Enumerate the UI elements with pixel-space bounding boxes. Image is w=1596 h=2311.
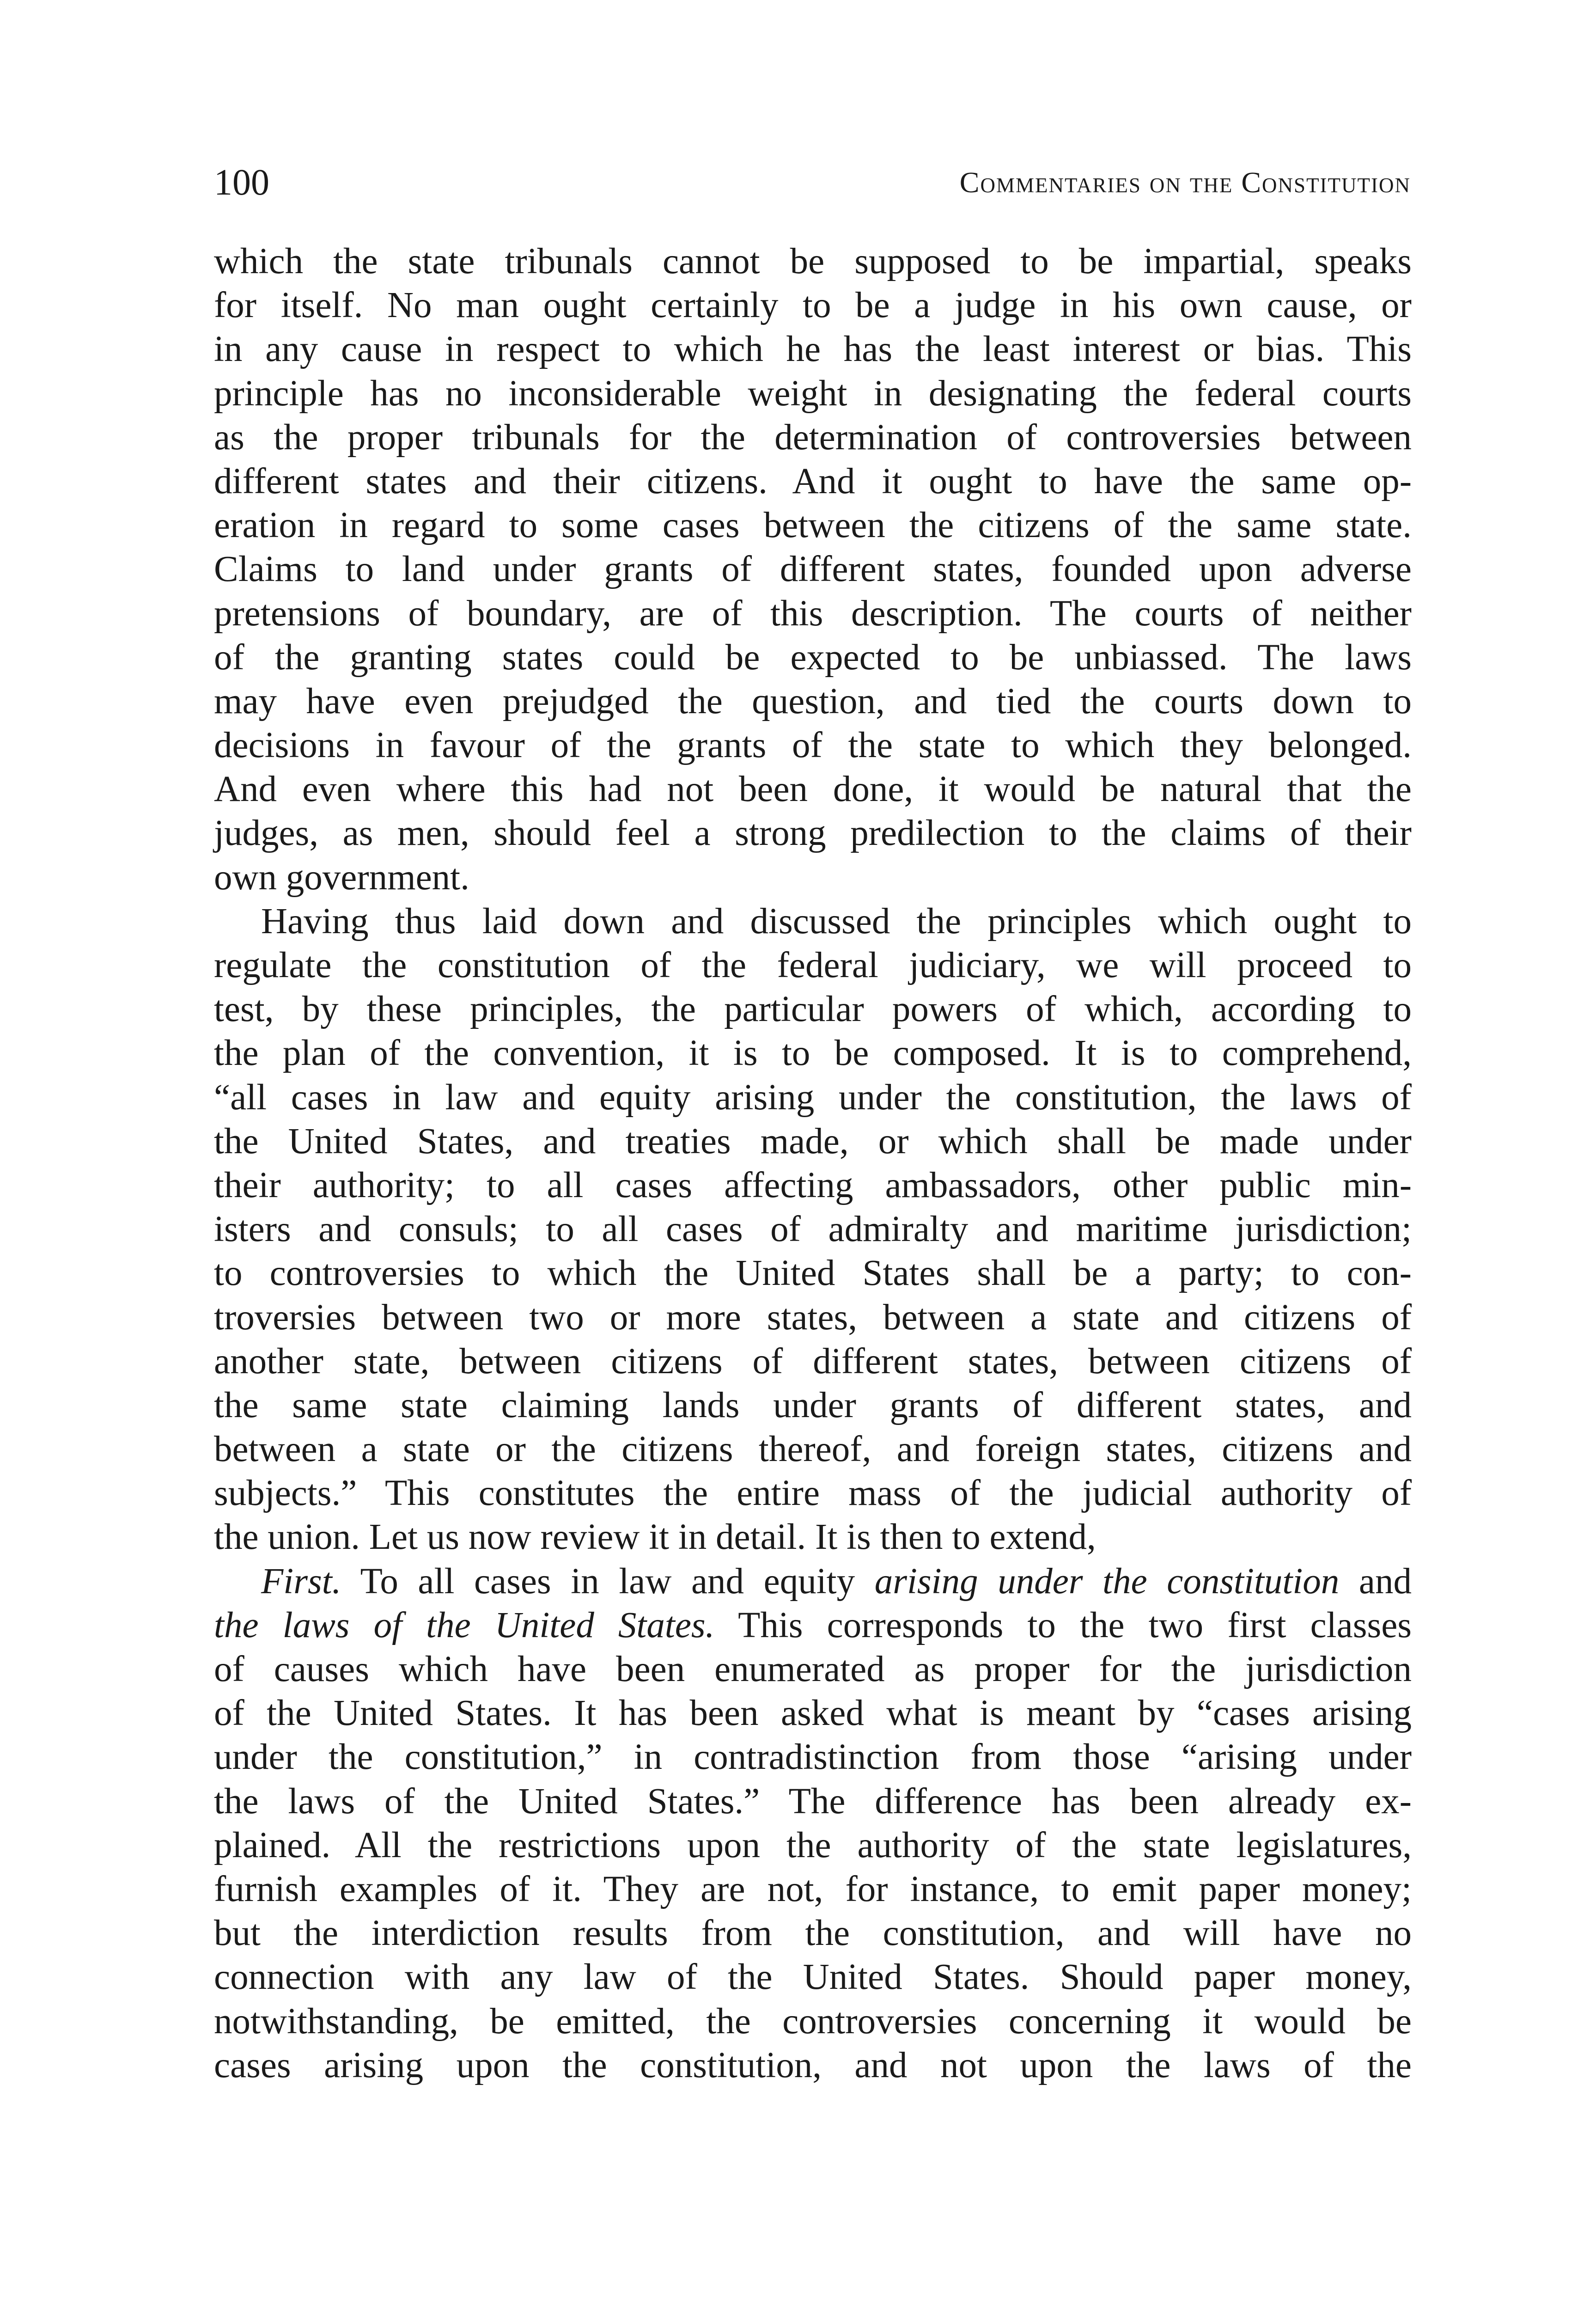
text-line: And even where this had not been done, it would be natural that the (214, 769, 1412, 810)
text-line: in any cause in respect to which he has the least interest or bias. This (214, 329, 1412, 370)
text-line: of the granting states could be expected to be unbiassed. The laws (214, 637, 1412, 678)
text-line: plained. All the restrictions upon the authority of the state legislatures, (214, 1825, 1412, 1865)
text-line: which the state tribunals cannot be supposed to be impartial, speaks (214, 241, 1412, 281)
text-line: but the interdiction results from the constitution, and will have no (214, 1913, 1412, 1954)
text-line: Claims to land under grants of different states, founded upon adverse (214, 549, 1412, 590)
italic-run: the laws of the United States. (214, 1605, 715, 1645)
page-number: 100 (214, 162, 269, 203)
text-line: the laws of the United States.” The difference has been already ex- (214, 1781, 1412, 1822)
text-line: decisions in favour of the grants of the state to which they belonged. (214, 725, 1412, 766)
text-line: Having thus laid down and discussed the principles which ought to (261, 901, 1412, 942)
body-text (214, 239, 1412, 2087)
text-line: the United States, and treaties made, or which shall be made under (214, 1121, 1412, 1162)
text-run: This corresponds to the two first classes (714, 1605, 1412, 1645)
text-run: and (1339, 1561, 1412, 1602)
text-line: “all cases in law and equity arising under the constitution, the laws of (214, 1077, 1412, 1118)
text-line: isters and consuls; to all cases of admiralty and maritime jurisdiction; (214, 1209, 1412, 1250)
text-line: may have even prejudged the question, and tied the courts down to (214, 681, 1412, 721)
paragraph-2 (214, 899, 1412, 1559)
text-line: for itself. No man ought certainly to be a judge in his own cause, or (214, 285, 1412, 326)
text-line: troversies between two or more states, between a state and citizens of (214, 1297, 1412, 1338)
text-line: notwithstanding, be emitted, the controversies concerning it would be (214, 2001, 1412, 2042)
text-line: the same state claiming lands under grants of different states, and (214, 1385, 1412, 1425)
text-line: judges, as men, should feel a strong predilection to the claims of their (214, 813, 1412, 854)
italic-run: First. (261, 1561, 341, 1602)
text-line: own government. (214, 857, 469, 898)
text-line: connection with any law of the United States. Should paper money, (214, 1957, 1412, 1998)
text-line: as the proper tribunals for the determination of controversies between (214, 417, 1412, 458)
text-line: furnish examples of it. They are not, for instance, to emit paper money; (214, 1869, 1412, 1909)
text-line: their authority; to all cases affecting ambassadors, other public min- (214, 1165, 1412, 1205)
paragraph-3 (214, 1559, 1412, 2087)
text-line: principle has no inconsiderable weight in designating the federal courts (214, 373, 1412, 414)
text-line: to controversies to which the United States shall be a party; to con- (214, 1253, 1412, 1294)
paragraph-1 (214, 239, 1412, 899)
text-line: test, by these principles, the particular powers of which, according to (214, 989, 1412, 1030)
text-line: the plan of the convention, it is to be composed. It is to comprehend, (214, 1033, 1412, 1074)
text-line: pretensions of boundary, are of this description. The courts of neither (214, 593, 1412, 634)
text-line: between a state or the citizens thereof, and foreign states, citizens and (214, 1429, 1412, 1470)
text-line: eration in regard to some cases between the citizens of the same state. (214, 505, 1412, 546)
running-head: Commentaries on the Constitution (959, 166, 1411, 199)
text-line: of the United States. It has been asked what is meant by “cases arising (214, 1693, 1412, 1734)
text-line: of causes which have been enumerated as proper for the jurisdiction (214, 1649, 1412, 1689)
text-line (214, 1603, 1412, 1647)
text-line: another state, between citizens of different states, between citizens of (214, 1341, 1412, 1382)
text-line: the union. Let us now review it in detail. It is then to extend, (214, 1517, 1096, 1558)
text-line: different states and their citizens. And it ought to have the same op- (214, 461, 1412, 501)
text-line (214, 1559, 1412, 1603)
italic-run: arising under the constitution (874, 1561, 1340, 1602)
text-line: under the constitution,” in contradistinction from those “arising under (214, 1737, 1412, 1778)
page-header (214, 157, 1411, 208)
text-line: cases arising upon the constitution, and not upon the laws of the (214, 2045, 1412, 2085)
text-line: subjects.” This constitutes the entire mass of the judicial authority of (214, 1473, 1412, 1514)
text-run: To all cases in law and equity (341, 1561, 875, 1602)
text-line: regulate the constitution of the federal judiciary, we will proceed to (214, 945, 1412, 985)
